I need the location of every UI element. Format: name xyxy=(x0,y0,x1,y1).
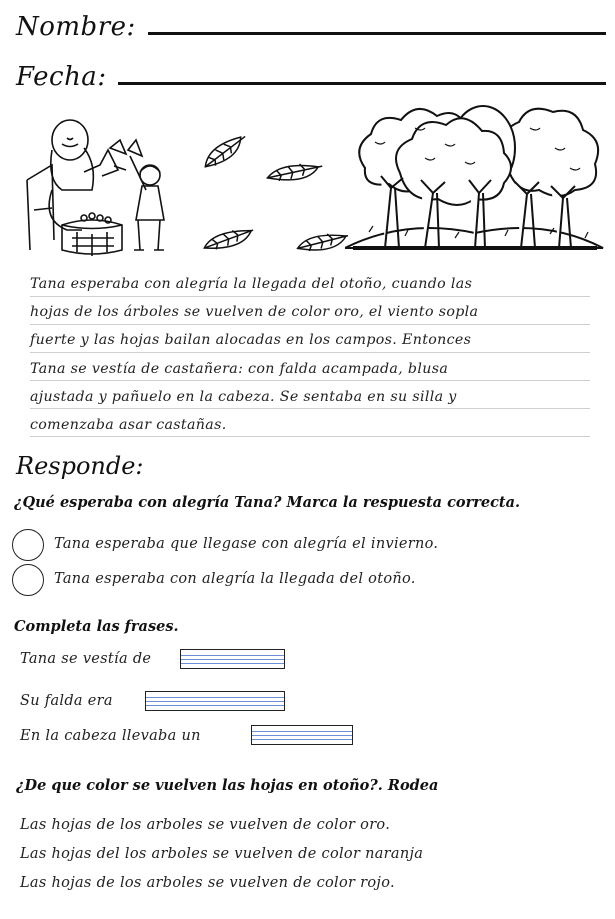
chestnut-seller-illustration xyxy=(22,110,182,260)
q2-phrase-2: Su falda era xyxy=(20,693,113,709)
q1-option-1: Tana esperaba que llegase con alegría el invierno. xyxy=(54,536,439,552)
fill-in-box-3[interactable] xyxy=(251,725,353,745)
story-line-3: fuerte y las hojas bailan alocadas en los campos. Entonces xyxy=(30,332,472,349)
story-line-1: Tana esperaba con alegría la llegada del otoño, cuando las xyxy=(30,276,473,292)
q1-option-2: Tana esperaba con alegría la llegada del otoño. xyxy=(54,571,416,587)
story-line-4: Tana se vestía de castañera: con falda acampada, blusa xyxy=(30,360,449,377)
question-2: Completa las frases. xyxy=(14,618,179,635)
answer-section-title: Responde: xyxy=(16,452,144,480)
name-line[interactable] xyxy=(148,32,606,35)
q2-phrase-3: En la cabeza llevaba un xyxy=(20,728,201,744)
q3-option-1[interactable]: Las hojas de los arboles se vuelven de color oro. xyxy=(20,817,391,833)
question-3: ¿De que color se vuelven las hojas en otoño?. Rodea xyxy=(16,777,439,794)
q3-option-3[interactable]: Las hojas de los arboles se vuelven de color rojo. xyxy=(20,875,395,891)
name-label: Nombre: xyxy=(16,12,136,42)
story-line-5: ajustada y pañuelo en la cabeza. Se sentaba en su silla y xyxy=(30,388,457,405)
autumn-trees-illustration xyxy=(345,98,605,258)
date-line[interactable] xyxy=(118,82,606,85)
fill-in-box-2[interactable] xyxy=(145,691,285,711)
fill-in-box-1[interactable] xyxy=(180,649,285,669)
story-line-2: hojas de los árboles se vuelven de color oro, el viento sopla xyxy=(30,304,479,321)
story-line-6: comenzaba asar castañas. xyxy=(30,417,227,434)
story-paragraph xyxy=(30,270,590,439)
answer-circle-2[interactable] xyxy=(12,564,44,596)
answer-circle-1[interactable] xyxy=(12,529,44,561)
q3-option-2[interactable]: Las hojas del los arboles se vuelven de color naranja xyxy=(20,846,424,862)
falling-leaves-illustration xyxy=(195,125,360,260)
question-1: ¿Qué esperaba con alegría Tana? Marca la respuesta correcta. xyxy=(14,494,521,511)
q2-phrase-1: Tana se vestía de xyxy=(20,651,152,667)
date-label: Fecha: xyxy=(16,62,107,92)
